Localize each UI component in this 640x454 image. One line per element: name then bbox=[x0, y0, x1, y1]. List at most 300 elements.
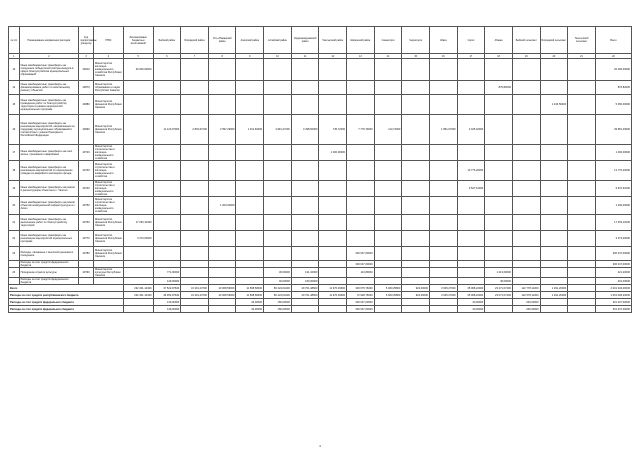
row-number: 15 bbox=[9, 95, 20, 115]
expense-name: Иные межбюджетные трансферты на финансирование работ по капитальному ремонту объектов bbox=[19, 81, 79, 95]
amount-cell bbox=[123, 197, 153, 215]
program-code: 40780 bbox=[79, 247, 94, 261]
grbs-name: Министерство финансов Республики Хакасия bbox=[94, 231, 124, 247]
amount-cell: 150,00000 bbox=[291, 278, 319, 285]
amount-cell: 113,74000 bbox=[374, 115, 402, 145]
total-amount: 149,00000 bbox=[153, 306, 181, 313]
totals-body bbox=[9, 285, 632, 313]
amount-cell bbox=[568, 197, 596, 215]
total-amount: 232 401,14430 bbox=[123, 292, 153, 299]
amount-cell bbox=[153, 197, 181, 215]
amount-cell bbox=[236, 231, 264, 247]
amount-cell bbox=[291, 247, 319, 261]
table-row bbox=[9, 278, 632, 285]
column-number: 2 bbox=[19, 54, 79, 59]
column-number: 8 bbox=[208, 54, 236, 59]
amount-cell: 13 776,20000 bbox=[457, 161, 485, 181]
amount-cell bbox=[264, 145, 292, 161]
amount-cell bbox=[485, 197, 513, 215]
grbs-name: Министерство культуры Республики Хакасия bbox=[94, 268, 124, 278]
table-body bbox=[9, 59, 632, 285]
amount-cell bbox=[457, 261, 485, 268]
total-amount: 5 483,25800 bbox=[374, 292, 402, 299]
total-amount: 86 424,04400 bbox=[264, 292, 292, 299]
table-row bbox=[9, 95, 632, 115]
amount-cell: 300 047,00000 bbox=[595, 261, 631, 268]
amount-cell: 11 123,97000 bbox=[153, 115, 181, 145]
amount-cell bbox=[208, 268, 236, 278]
amount-cell bbox=[153, 145, 181, 161]
amount-cell bbox=[291, 161, 319, 181]
amount-cell: 9 547,61000 bbox=[457, 181, 485, 197]
amount-cell bbox=[123, 115, 153, 145]
amount-cell bbox=[319, 278, 347, 285]
amount-cell: 149,00000 bbox=[153, 278, 181, 285]
expense-name: Иные межбюджетные трансферты на снос жилья, признанного аварийным bbox=[19, 145, 79, 161]
amount-cell bbox=[291, 59, 319, 81]
table-row bbox=[9, 261, 632, 268]
amount-cell bbox=[568, 261, 596, 268]
amount-cell bbox=[347, 231, 375, 247]
amount-cell bbox=[485, 247, 513, 261]
amount-cell bbox=[208, 181, 236, 197]
row-number: 16 bbox=[9, 115, 20, 145]
amount-cell bbox=[485, 261, 513, 268]
amount-cell bbox=[568, 81, 596, 95]
amount-cell bbox=[123, 81, 153, 95]
grbs-name: Министерство строительства и жилищно-коммунального хозяйства bbox=[94, 161, 124, 181]
amount-cell: 1 312,60000 bbox=[236, 115, 264, 145]
amount-cell bbox=[123, 95, 153, 115]
expense-name: Иные межбюджетные трансферты на выполнение работ по благоустройству территорий bbox=[19, 215, 79, 231]
amount-cell bbox=[485, 231, 513, 247]
amount-cell bbox=[347, 278, 375, 285]
amount-cell: 745,72000 bbox=[319, 115, 347, 145]
amount-cell bbox=[291, 145, 319, 161]
column-header: Саяногорск bbox=[374, 27, 402, 54]
table-row bbox=[9, 161, 632, 181]
column-number: 22 bbox=[595, 54, 631, 59]
program-code: 40720 bbox=[79, 145, 94, 161]
amount-cell: 4 991,27200 bbox=[264, 115, 292, 145]
total-amount bbox=[429, 299, 457, 306]
amount-cell bbox=[402, 268, 430, 278]
column-number: 21 bbox=[568, 54, 596, 59]
amount-cell bbox=[264, 59, 292, 81]
amount-cell bbox=[429, 145, 457, 161]
amount-cell bbox=[374, 261, 402, 268]
column-header: Таштыпский район bbox=[319, 27, 347, 54]
amount-cell bbox=[264, 247, 292, 261]
amount-cell: 7 779,79000 bbox=[347, 115, 375, 145]
total-amount bbox=[568, 299, 596, 306]
grbs-name: Министерство финансов Республики Хакасия bbox=[94, 215, 124, 231]
amount-cell bbox=[457, 215, 485, 231]
amount-cell: 3 473,00000 bbox=[595, 231, 631, 247]
amount-cell: 20 000,00000 bbox=[123, 59, 153, 81]
amount-cell: 1 400,00000 bbox=[319, 145, 347, 161]
total-amount: 301 237,00000 bbox=[595, 299, 631, 306]
amount-cell bbox=[429, 81, 457, 95]
amount-cell bbox=[208, 231, 236, 247]
amount-cell bbox=[208, 81, 236, 95]
total-amount: 301 237,00000 bbox=[595, 306, 631, 313]
total-row bbox=[9, 299, 632, 306]
amount-cell: 9 547,61000 bbox=[595, 181, 631, 197]
total-amount: 43 008,59000 bbox=[208, 292, 236, 299]
amount-cell bbox=[319, 231, 347, 247]
amount-cell bbox=[540, 278, 568, 285]
amount-cell bbox=[512, 181, 540, 197]
amount-cell bbox=[347, 145, 375, 161]
column-number: 20 bbox=[540, 54, 568, 59]
amount-cell bbox=[512, 95, 540, 115]
amount-cell bbox=[402, 247, 430, 261]
row-number: 17 bbox=[9, 145, 20, 161]
amount-cell bbox=[512, 278, 540, 285]
amount-cell bbox=[429, 268, 457, 278]
amount-cell bbox=[512, 145, 540, 161]
total-amount: 31 301,23700 bbox=[181, 285, 209, 292]
amount-cell bbox=[208, 261, 236, 268]
amount-cell bbox=[402, 161, 430, 181]
row-number: 18 bbox=[9, 161, 20, 181]
amount-cell bbox=[319, 215, 347, 231]
amount-cell bbox=[402, 95, 430, 115]
total-row bbox=[9, 306, 632, 313]
amount-cell bbox=[568, 145, 596, 161]
amount-cell bbox=[208, 215, 236, 231]
amount-cell: 421,20000 bbox=[595, 268, 631, 278]
amount-cell bbox=[153, 181, 181, 197]
program-code: 40730 bbox=[79, 161, 94, 181]
total-amount: 29 701,48600 bbox=[291, 285, 319, 292]
table-row bbox=[9, 145, 632, 161]
total-amount: 1 661 028,20000 bbox=[595, 292, 631, 299]
column-header: Всего bbox=[595, 27, 631, 54]
total-amount bbox=[208, 306, 236, 313]
expense-name: Расходы за счет средств федерального бюджета bbox=[19, 278, 79, 285]
amount-cell: 30,00000 bbox=[264, 268, 292, 278]
amount-cell bbox=[512, 231, 540, 247]
grbs-name: Министерство строительства и жилищно-коммунального хозяйства bbox=[94, 197, 124, 215]
amount-cell bbox=[264, 81, 292, 95]
amount-cell: 201,00000 bbox=[595, 278, 631, 285]
amount-cell bbox=[153, 231, 181, 247]
total-amount: 3 625,27000 bbox=[429, 285, 457, 292]
total-amount: 336 675,76000 bbox=[347, 285, 375, 292]
table-row bbox=[9, 231, 632, 247]
column-number: 9 bbox=[236, 54, 264, 59]
total-amount bbox=[181, 306, 209, 313]
total-row bbox=[9, 292, 632, 299]
amount-cell bbox=[123, 268, 153, 278]
amount-cell: 300 047,00000 bbox=[347, 247, 375, 261]
amount-cell bbox=[264, 181, 292, 197]
amount-cell bbox=[429, 261, 457, 268]
amount-cell bbox=[540, 81, 568, 95]
program-code: 40790 bbox=[79, 268, 94, 278]
amount-cell bbox=[568, 161, 596, 181]
amount-cell: 771,00000 bbox=[153, 268, 181, 278]
row-number: 19 bbox=[9, 181, 20, 197]
amount-cell bbox=[319, 197, 347, 215]
total-amount: 300 047,00000 bbox=[347, 299, 375, 306]
total-amount bbox=[181, 299, 209, 306]
amount-cell bbox=[429, 247, 457, 261]
amount-cell bbox=[429, 181, 457, 197]
amount-cell bbox=[485, 115, 513, 145]
grbs-name: Министерство финансов Республики Хакасия bbox=[94, 95, 124, 115]
program-code bbox=[79, 261, 94, 268]
program-code: 40750 bbox=[79, 197, 94, 215]
amount-cell bbox=[347, 59, 375, 81]
column-header: Боградский район bbox=[181, 27, 209, 54]
amount-cell bbox=[540, 197, 568, 215]
column-header: Усть-Абаканский район bbox=[208, 27, 236, 54]
amount-cell bbox=[512, 115, 540, 145]
total-amount bbox=[123, 306, 153, 313]
total-amount: 40,00000 bbox=[457, 299, 485, 306]
amount-cell bbox=[153, 161, 181, 181]
amount-cell: 1 891,07000 bbox=[429, 115, 457, 145]
amount-cell bbox=[319, 81, 347, 95]
amount-cell bbox=[347, 197, 375, 215]
amount-cell: 39 581,29000 bbox=[595, 115, 631, 145]
total-amount: 200,00000 bbox=[512, 299, 540, 306]
total-amount bbox=[374, 299, 402, 306]
amount-cell bbox=[540, 231, 568, 247]
column-number: 15 bbox=[402, 54, 430, 59]
amount-cell bbox=[347, 215, 375, 231]
amount-cell bbox=[374, 231, 402, 247]
amount-cell: 13 776,20000 bbox=[595, 161, 631, 181]
amount-cell bbox=[319, 247, 347, 261]
amount-cell bbox=[540, 181, 568, 197]
total-amount: 35 068,22000 bbox=[457, 292, 485, 299]
amount-cell bbox=[512, 261, 540, 268]
amount-cell bbox=[457, 231, 485, 247]
column-number: 4 bbox=[94, 54, 124, 59]
amount-cell bbox=[540, 247, 568, 261]
amount-cell: 876,82000 bbox=[595, 81, 631, 95]
grbs-name bbox=[94, 278, 124, 285]
amount-cell bbox=[457, 59, 485, 81]
amount-cell bbox=[540, 215, 568, 231]
amount-cell bbox=[540, 161, 568, 181]
amount-cell bbox=[264, 197, 292, 215]
expense-name: Поощрение отрасли культуры bbox=[19, 268, 79, 278]
grbs-name: Министерство строительства и жилищно-коммунального хозяйства bbox=[94, 181, 124, 197]
row-number: 22 bbox=[9, 231, 20, 247]
amount-cell: 1 433,56400 bbox=[540, 95, 568, 115]
amount-cell bbox=[429, 197, 457, 215]
amount-cell: 40,00000 bbox=[485, 278, 513, 285]
total-amount: 149,00000 bbox=[153, 299, 181, 306]
amount-cell bbox=[208, 161, 236, 181]
amount-cell bbox=[429, 278, 457, 285]
total-amount bbox=[319, 306, 347, 313]
total-amount bbox=[291, 306, 319, 313]
amount-cell bbox=[153, 59, 181, 81]
total-label: Расходы за счет средств федерального бюджета bbox=[9, 299, 124, 306]
amount-cell bbox=[123, 145, 153, 161]
total-amount: 300 047,00000 bbox=[347, 306, 375, 313]
amount-cell bbox=[181, 215, 209, 231]
expense-name: Иные межбюджетные трансферты на реализацию мероприятий по переселению граждан из аварийного жилищного фонда bbox=[19, 161, 79, 181]
row-number: 14 bbox=[9, 81, 20, 95]
amount-cell bbox=[457, 81, 485, 95]
amount-cell bbox=[374, 161, 402, 181]
amount-cell bbox=[568, 181, 596, 197]
column-number: 1 bbox=[9, 54, 20, 59]
grbs-name: Министерство жилищно-коммунального хозяйства Республики Хакасия bbox=[94, 59, 124, 81]
expense-name: Расходы за счет средств федерального бюджета bbox=[19, 261, 79, 268]
column-header: Абакан bbox=[485, 27, 513, 54]
column-header: Аскизский район bbox=[236, 27, 264, 54]
column-number: 12 bbox=[319, 54, 347, 59]
total-amount: 924,00000 bbox=[402, 292, 430, 299]
amount-cell: 1 400,00000 bbox=[595, 145, 631, 161]
amount-cell bbox=[512, 197, 540, 215]
total-amount: 23 071,07400 bbox=[485, 292, 513, 299]
amount-cell bbox=[153, 81, 181, 95]
amount-cell bbox=[291, 197, 319, 215]
column-header: Наименование направления расходов bbox=[19, 27, 79, 54]
column-header: Код подпрограммы (раздела) bbox=[79, 27, 94, 54]
amount-cell bbox=[540, 268, 568, 278]
total-amount: 3 625,27000 bbox=[429, 292, 457, 299]
amount-cell bbox=[540, 145, 568, 161]
row-number bbox=[9, 278, 20, 285]
amount-cell bbox=[291, 261, 319, 268]
row-number: 20 bbox=[9, 197, 20, 215]
amount-cell bbox=[181, 197, 209, 215]
amount-cell: 1 213,60000 bbox=[485, 268, 513, 278]
amount-cell bbox=[181, 268, 209, 278]
program-code: 40690 bbox=[79, 115, 94, 145]
amount-cell bbox=[208, 278, 236, 285]
total-label: Расходы за счет средств республиканского бюджета bbox=[9, 292, 124, 299]
column-header: Черногорск bbox=[402, 27, 430, 54]
amount-cell: 2 802,64700 bbox=[181, 115, 209, 145]
table-row bbox=[9, 247, 632, 261]
total-amount: 29 701,48600 bbox=[291, 292, 319, 299]
total-amount bbox=[540, 306, 568, 313]
program-code: 40670 bbox=[79, 81, 94, 95]
expense-name: Иные межбюджетные трансферты на реализацию мероприятий, направленных на поддержку муниципальных образований в соответствии с указом Президента Российской Федерации bbox=[19, 115, 79, 145]
amount-cell bbox=[291, 81, 319, 95]
amount-cell bbox=[264, 231, 292, 247]
column-header: Сорск bbox=[457, 27, 485, 54]
amount-cell: 3 498,60000 bbox=[291, 115, 319, 145]
amount-cell bbox=[181, 231, 209, 247]
total-amount: 31 301,23700 bbox=[181, 292, 209, 299]
column-header: Алтайский район bbox=[264, 27, 292, 54]
total-amount: 11 838,58400 bbox=[236, 292, 264, 299]
amount-cell bbox=[319, 261, 347, 268]
amount-cell bbox=[374, 247, 402, 261]
amount-cell bbox=[236, 215, 264, 231]
program-code: 40740 bbox=[79, 181, 94, 197]
amount-cell: 300 047,00000 bbox=[595, 247, 631, 261]
amount-cell bbox=[429, 161, 457, 181]
total-amount: 122 578,11000 bbox=[512, 292, 540, 299]
amount-cell bbox=[153, 247, 181, 261]
total-amount bbox=[429, 306, 457, 313]
amount-cell bbox=[236, 247, 264, 261]
amount-cell bbox=[291, 181, 319, 197]
amount-cell bbox=[457, 278, 485, 285]
header-row bbox=[9, 27, 632, 54]
amount-cell bbox=[181, 95, 209, 115]
table-row bbox=[9, 115, 632, 145]
expense-name: Иные межбюджетные трансферты на ремонт объектов коммунальной инфраструктуры в с. Аскиз bbox=[19, 197, 79, 215]
column-header: Абаза bbox=[429, 27, 457, 54]
amount-cell bbox=[374, 197, 402, 215]
column-header: Запланировано бюджетных ассигнований bbox=[123, 27, 153, 54]
amount-cell bbox=[485, 95, 513, 115]
amount-cell bbox=[540, 115, 568, 145]
total-amount bbox=[402, 299, 430, 306]
total-amount bbox=[568, 285, 596, 292]
column-header: Орджоникидзевский район bbox=[291, 27, 319, 54]
amount-cell bbox=[153, 95, 181, 115]
total-amount: 40,00000 bbox=[457, 306, 485, 313]
total-amount: 40,00000 bbox=[236, 306, 264, 313]
table-row bbox=[9, 59, 632, 81]
amount-cell bbox=[264, 95, 292, 115]
table-row bbox=[9, 181, 632, 197]
amount-cell bbox=[568, 268, 596, 278]
amount-cell bbox=[568, 231, 596, 247]
total-amount: 924,00000 bbox=[402, 285, 430, 292]
column-number: 3 bbox=[79, 54, 94, 59]
column-number: 11 bbox=[291, 54, 319, 59]
amount-cell bbox=[208, 59, 236, 81]
amount-cell bbox=[374, 278, 402, 285]
amount-cell bbox=[319, 181, 347, 197]
amount-cell: 131,10000 bbox=[291, 268, 319, 278]
total-amount bbox=[123, 299, 153, 306]
column-number: 16 bbox=[429, 54, 457, 59]
grbs-name: Министерство строительства и жилищно-коммунального хозяйства bbox=[94, 145, 124, 161]
amount-cell: 17 253,10430 bbox=[595, 215, 631, 231]
expense-name: Иные межбюджетные трансферты на реализацию мероприятий муниципальных программ bbox=[19, 231, 79, 247]
amount-cell bbox=[319, 95, 347, 115]
amount-cell bbox=[512, 247, 540, 261]
amount-cell bbox=[485, 59, 513, 81]
amount-cell bbox=[208, 95, 236, 115]
column-header: Боградский сельсовет bbox=[540, 27, 568, 54]
amount-cell bbox=[123, 247, 153, 261]
amount-cell bbox=[123, 161, 153, 181]
total-amount: 200,00000 bbox=[512, 306, 540, 313]
page-number: 4 bbox=[319, 444, 321, 448]
amount-cell bbox=[540, 261, 568, 268]
amount-cell bbox=[540, 59, 568, 81]
program-code: 40610 bbox=[79, 59, 94, 81]
program-code: 40760 bbox=[79, 215, 94, 231]
amount-cell bbox=[236, 261, 264, 268]
column-header: Бейский район bbox=[153, 27, 181, 54]
amount-cell bbox=[429, 95, 457, 115]
total-label: Всего bbox=[9, 285, 124, 292]
program-code: 40680 bbox=[79, 95, 94, 115]
amount-cell bbox=[347, 95, 375, 115]
total-amount: 11 976,93600 bbox=[319, 285, 347, 292]
budget-table bbox=[8, 26, 632, 313]
